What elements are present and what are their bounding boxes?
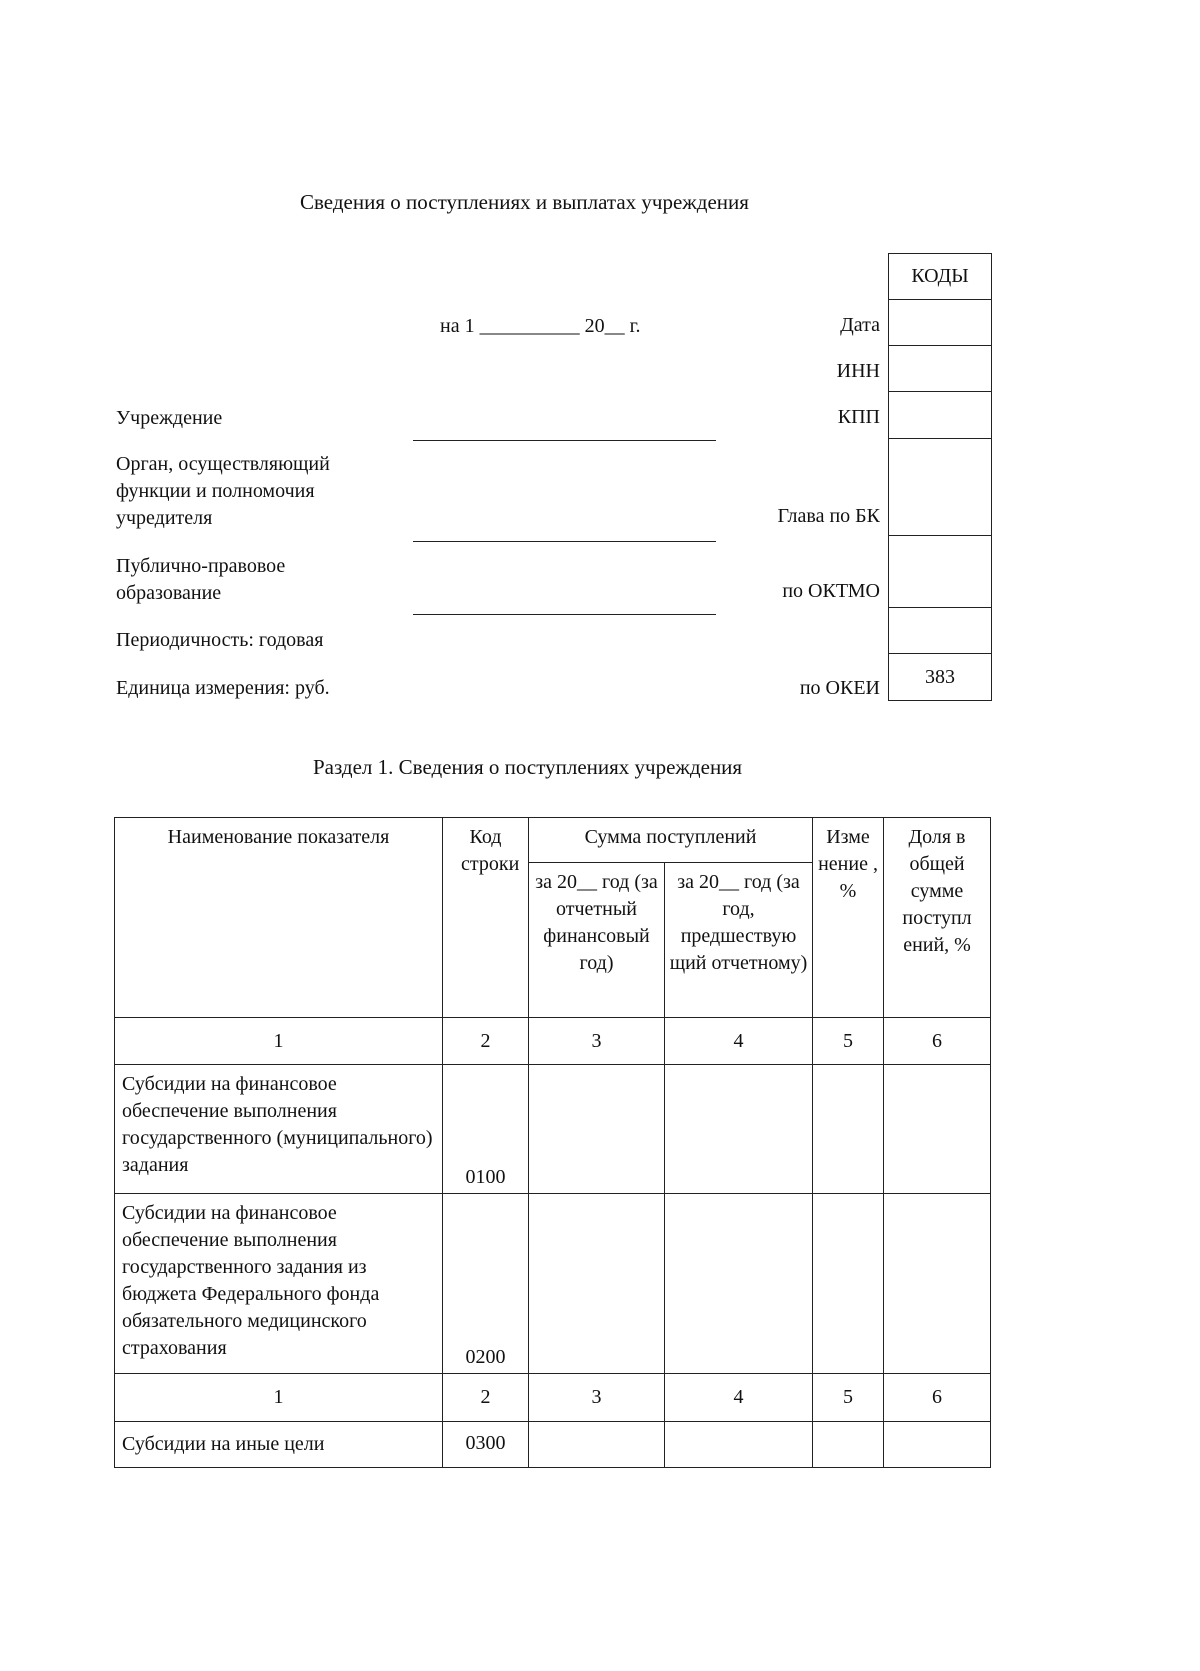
column-number: 6 (884, 1018, 991, 1065)
header-year-reporting: за 20__ год (за отчетный финансовый год) (529, 863, 665, 1018)
section1-title: Раздел 1. Сведения о поступлениях учреждения (313, 755, 743, 779)
codes-header: КОДЫ (889, 254, 992, 300)
date-code-field[interactable] (889, 300, 992, 346)
column-number: 6 (884, 1374, 991, 1422)
column-number: 5 (813, 1374, 884, 1422)
glava-bk-code-field[interactable] (889, 439, 992, 536)
value-cell-year-previous[interactable] (665, 1065, 813, 1194)
periodicity-label: Периодичность: годовая (116, 629, 324, 651)
value-cell-change[interactable] (813, 1194, 884, 1374)
report-date-line: на 1 __________ 20__ г. (440, 315, 641, 337)
public-entity-label: Публично-правовое образование (116, 555, 286, 604)
column-number: 4 (665, 1018, 813, 1065)
document-title: Сведения о поступлениях и выплатах учреждения (300, 190, 749, 214)
value-cell-year-reporting[interactable] (529, 1422, 665, 1468)
value-cell-share[interactable] (884, 1194, 991, 1374)
public-entity-input-line[interactable] (413, 614, 716, 615)
glava-bk-label: Глава по БК (777, 505, 880, 527)
kpp-label: КПП (837, 406, 880, 428)
oktmo-label: по ОКТМО (782, 580, 880, 602)
institution-label: Учреждение (116, 407, 223, 429)
oktmo-code-field[interactable] (889, 536, 992, 608)
row-code: 0100 (443, 1065, 529, 1194)
value-cell-year-previous[interactable] (665, 1194, 813, 1374)
header-sum: Сумма поступлений (529, 818, 813, 863)
row-code: 0200 (443, 1194, 529, 1374)
column-number: 2 (443, 1374, 529, 1422)
institution-input-line[interactable] (413, 440, 716, 441)
column-number: 3 (529, 1018, 665, 1065)
value-cell-year-previous[interactable] (665, 1422, 813, 1468)
table-row (115, 1065, 991, 1194)
table-row (115, 1194, 991, 1374)
header-change: Изме нение , % (813, 818, 884, 1018)
header-code: Код строки (443, 818, 529, 1018)
header-year-previous: за 20__ год (за год, предшествую щий отчетному) (665, 863, 813, 1018)
column-number: 5 (813, 1018, 884, 1065)
column-number: 3 (529, 1374, 665, 1422)
founder-body-input-line[interactable] (413, 541, 716, 542)
row-name: Субсидии на финансовое обеспечение выполнения государственного задания из бюджета Федерального фонда обязательного медицинского страхования (115, 1194, 443, 1374)
receipts-table (114, 817, 991, 1468)
column-number: 1 (115, 1374, 443, 1422)
row-code: 0300 (443, 1422, 529, 1468)
inn-label: ИНН (836, 360, 880, 382)
value-cell-change[interactable] (813, 1422, 884, 1468)
value-cell-year-reporting[interactable] (529, 1065, 665, 1194)
kpp-code-field[interactable] (889, 392, 992, 439)
inn-code-field[interactable] (889, 346, 992, 392)
row-name: Субсидии на иные цели (115, 1422, 443, 1468)
row-name: Субсидии на финансовое обеспечение выполнения государственного (муниципального) задания (115, 1065, 443, 1194)
column-number: 4 (665, 1374, 813, 1422)
column-number-row (115, 1018, 991, 1065)
okei-label: по ОКЕИ (799, 677, 880, 699)
value-cell-share[interactable] (884, 1065, 991, 1194)
periodicity-code-field[interactable] (889, 608, 992, 654)
value-cell-year-reporting[interactable] (529, 1194, 665, 1374)
value-cell-share[interactable] (884, 1422, 991, 1468)
column-number: 1 (115, 1018, 443, 1065)
date-label: Дата (840, 314, 880, 336)
okei-code-field: 383 (889, 654, 992, 701)
header-name: Наименование показателя (115, 818, 443, 1018)
unit-label: Единица измерения: руб. (116, 677, 330, 699)
codes-box (888, 253, 992, 701)
value-cell-change[interactable] (813, 1065, 884, 1194)
table-row (115, 1422, 991, 1468)
header-share: Доля в общей сумме поступл ений, % (884, 818, 991, 1018)
column-number-row (115, 1374, 991, 1422)
column-number: 2 (443, 1018, 529, 1065)
founder-body-label: Орган, осуществляющий функции и полномочия учредителя (116, 453, 330, 529)
